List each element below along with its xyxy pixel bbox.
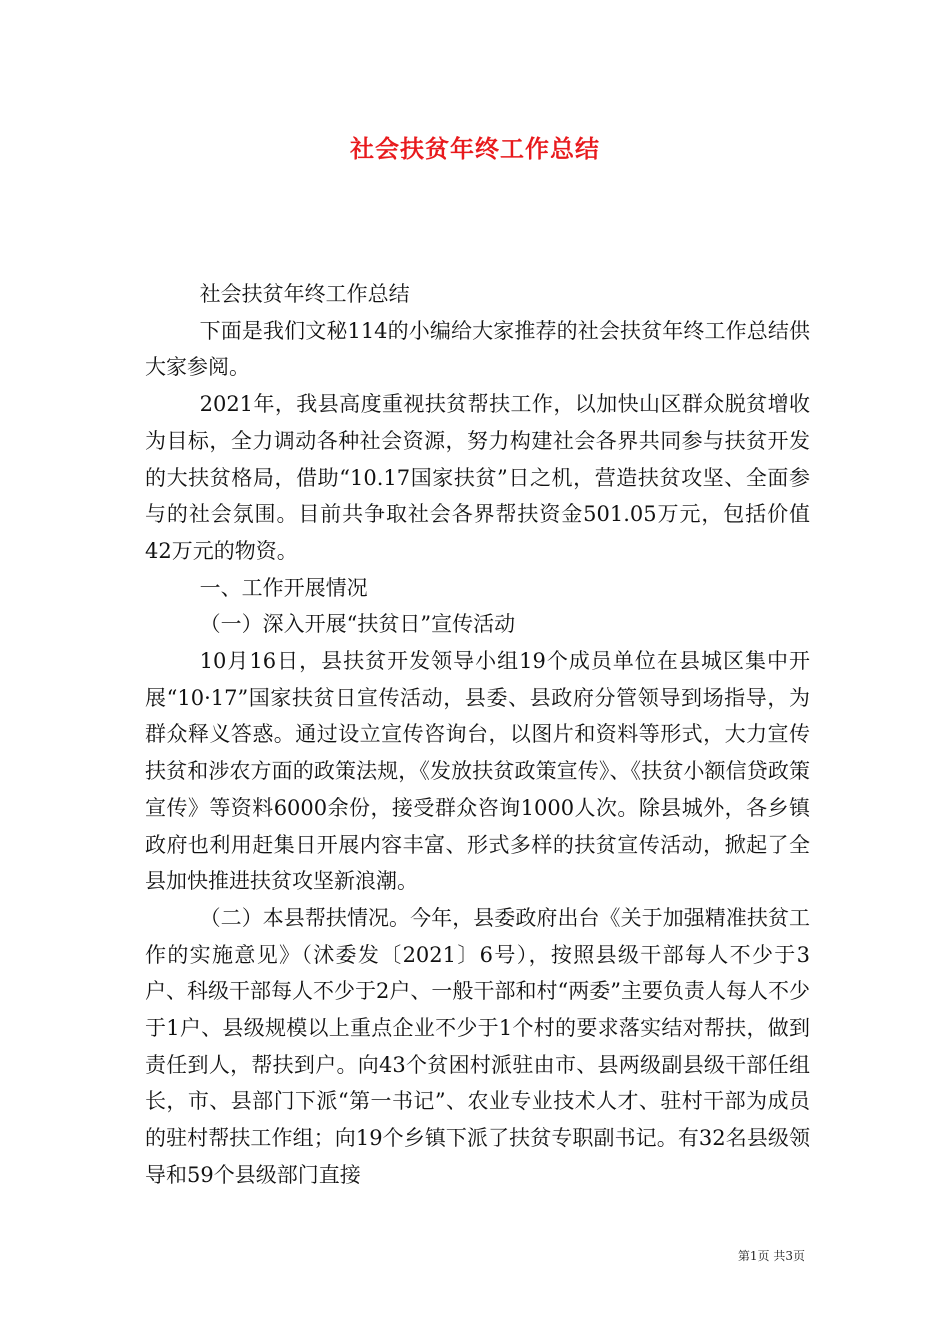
paragraph: 下面是我们文秘114的小编给大家推荐的社会扶贫年终工作总结供大家参阅。 — [145, 318, 810, 380]
paragraph: 2021年，我县高度重视扶贫帮扶工作，以加快山区群众脱贫增收为目标，全力调动各种社会资源，努力构建社会各界共同参与扶贫开发的大扶贫格局，借助“10.17国家扶贫”日之机，营造扶贫攻坚、全面参与的社会氛围。目前共争取社会各界帮扶资金501.05万元，包括价值42万元的物资。 — [145, 392, 810, 563]
paragraph: （二）本县帮扶情况。今年，县委政府出台《关于加强精准扶贫工作的实施意见》（沭委发〔2021〕6号），按照县级干部每人不少于3户、科级干部每人不少于2户、一般干部和村“两委”主要负责人每人不少于1户、县级规模以上重点企业不少于1个村的要求落实结对帮扶，做到责任到人，帮扶到户。向43个贫困村派驻由市、县两级副县级干部任组长，市、县部门下派“第一书记”、农业专业技术人才、驻村干部为成员的驻村帮扶工作组；向19个乡镇下派了扶贫专职副书记。有32名县级领导和59个县级部门直接 — [145, 905, 810, 1187]
paragraph: 社会扶贫年终工作总结 — [199, 282, 410, 306]
section-heading: 一、工作开展情况 — [199, 575, 368, 600]
page-number: 第1页 共3页 — [737, 1249, 805, 1263]
subsection-heading: （一）深入开展“扶贫日”宣传活动 — [199, 612, 516, 637]
document-body — [145, 276, 810, 1194]
document-title: 社会扶贫年终工作总结 — [350, 134, 600, 163]
paragraph: 10月16日，县扶贫开发领导小组19个成员单位在县城区集中开展“10·17”国家扶贫日宣传活动，县委、县政府分管领导到场指导，为群众释义答惑。通过设立宣传咨询台，以图片和资料等形式，大力宣传扶贫和涉农方面的政策法规，《发放扶贫政策宣传》、《扶贫小额信贷政策宣传》等资料6000余份，接受群众咨询1000人次。除县城外，各乡镇政府也利用赶集日开展内容丰富、形式多样的扶贫宣传活动，掀起了全县加快推进扶贫攻坚新浪潮。 — [145, 649, 810, 894]
